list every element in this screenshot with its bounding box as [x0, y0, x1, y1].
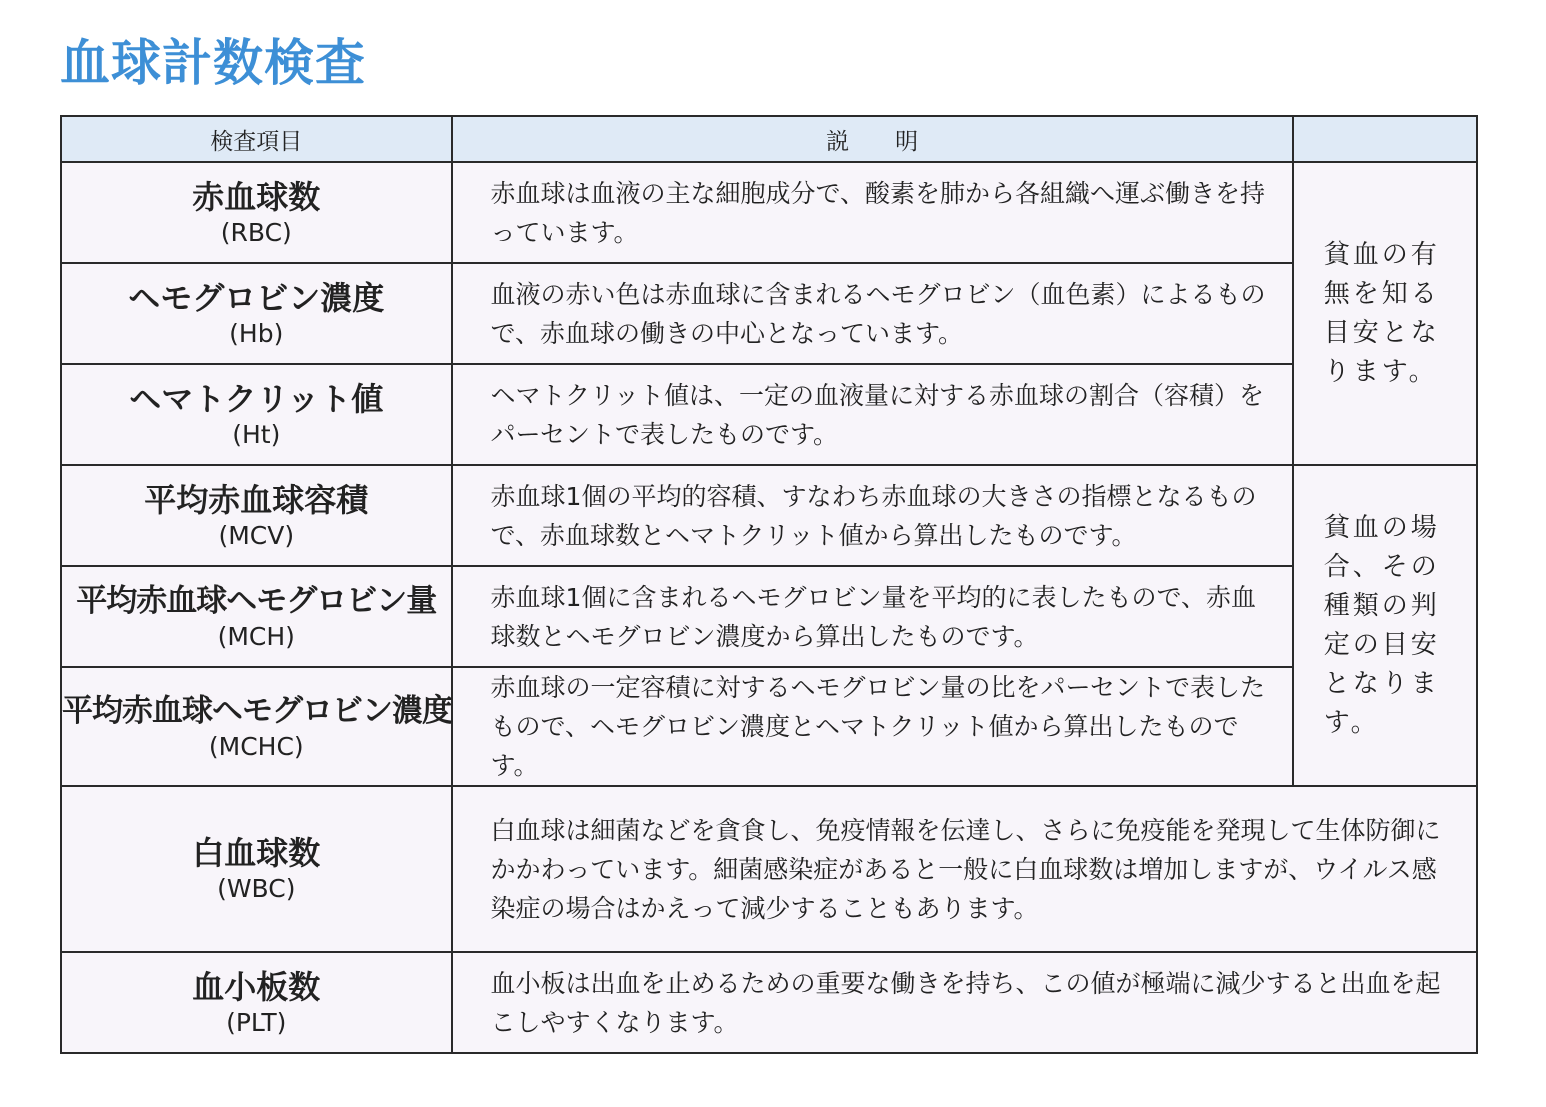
page-title: 血球計数検査 [60, 34, 366, 92]
description-cell: 赤血球1個の平均的容積、すなわち赤血球の大きさの指標となるもので、赤血球数とヘマトクリット値から算出したものです。 [452, 465, 1293, 566]
table-row [61, 786, 1477, 952]
table-row [61, 162, 1477, 263]
item-cell-rbc [61, 162, 452, 263]
description-cell: 血小板は出血を止めるための重要な働きを持ち、この値が極端に減少すると出血を起こしやすくなります。 [452, 952, 1477, 1053]
item-name: 赤血球数 [192, 177, 321, 216]
table-row [61, 465, 1477, 566]
description-cell: 白血球は細菌などを貪食し、免疫情報を伝達し、さらに免疫能を発現して生体防御にかかわっています。細菌感染症があると一般に白血球数は増加しますが、ウイルス感染症の場合はかえって減少することもあります。 [452, 786, 1477, 952]
item-abbr: (MCH) [217, 621, 295, 651]
exam-table [60, 115, 1478, 1054]
table-row [61, 952, 1477, 1053]
note-anemia-presence: 貧血の有無を知る目安となります。 [1293, 162, 1477, 465]
item-abbr: (PLT) [226, 1007, 287, 1037]
table-header-row [61, 116, 1477, 162]
item-cell-mch [61, 566, 452, 667]
item-cell-plt [61, 952, 452, 1053]
header-note [1293, 116, 1477, 162]
item-name: 血小板数 [192, 967, 321, 1006]
table-row [61, 364, 1477, 465]
item-abbr: (WBC) [217, 874, 296, 903]
description-cell: 赤血球の一定容積に対するヘモグロビン量の比をパーセントで表したもので、ヘモグロビン濃度とヘマトクリット値から算出したものです。 [452, 667, 1293, 786]
item-name: 平均赤血球ヘモグロビン量 [76, 582, 437, 619]
item-abbr: (MCHC) [208, 731, 304, 761]
item-abbr: (Ht) [232, 419, 281, 449]
item-abbr: (RBC) [220, 217, 292, 247]
item-cell-wbc [61, 786, 452, 952]
note-anemia-type: 貧血の場合、その種類の判定の目安となります。 [1293, 465, 1477, 786]
item-name: ヘモグロビン濃度 [128, 278, 385, 317]
item-name: 白血球数 [192, 834, 321, 872]
description-cell: ヘマトクリット値は、一定の血液量に対する赤血球の割合（容積）をパーセントで表したものです。 [452, 364, 1293, 465]
description-cell: 赤血球1個に含まれるヘモグロビン量を平均的に表したもので、赤血球数とヘモグロビン濃度から算出したものです。 [452, 566, 1293, 667]
item-cell-mcv [61, 465, 452, 566]
item-name: ヘマトクリット値 [129, 379, 384, 418]
header-description: 説 明 [452, 116, 1293, 162]
item-cell-hb [61, 263, 452, 364]
table-row [61, 263, 1477, 364]
item-cell-ht [61, 364, 452, 465]
item-name: 平均赤血球ヘモグロビン濃度 [62, 692, 452, 729]
item-cell-mchc [61, 667, 452, 786]
item-abbr: (Hb) [229, 318, 284, 348]
table-row [61, 667, 1477, 786]
header-item: 検査項目 [61, 116, 452, 162]
table-row [61, 566, 1477, 667]
item-name: 平均赤血球容積 [144, 480, 369, 519]
description-cell: 血液の赤い色は赤血球に含まれるヘモグロビン（血色素）によるもので、赤血球の働きの中心となっています。 [452, 263, 1293, 364]
description-cell: 赤血球は血液の主な細胞成分で、酸素を肺から各組織へ運ぶ働きを持っています。 [452, 162, 1293, 263]
item-abbr: (MCV) [218, 520, 295, 550]
